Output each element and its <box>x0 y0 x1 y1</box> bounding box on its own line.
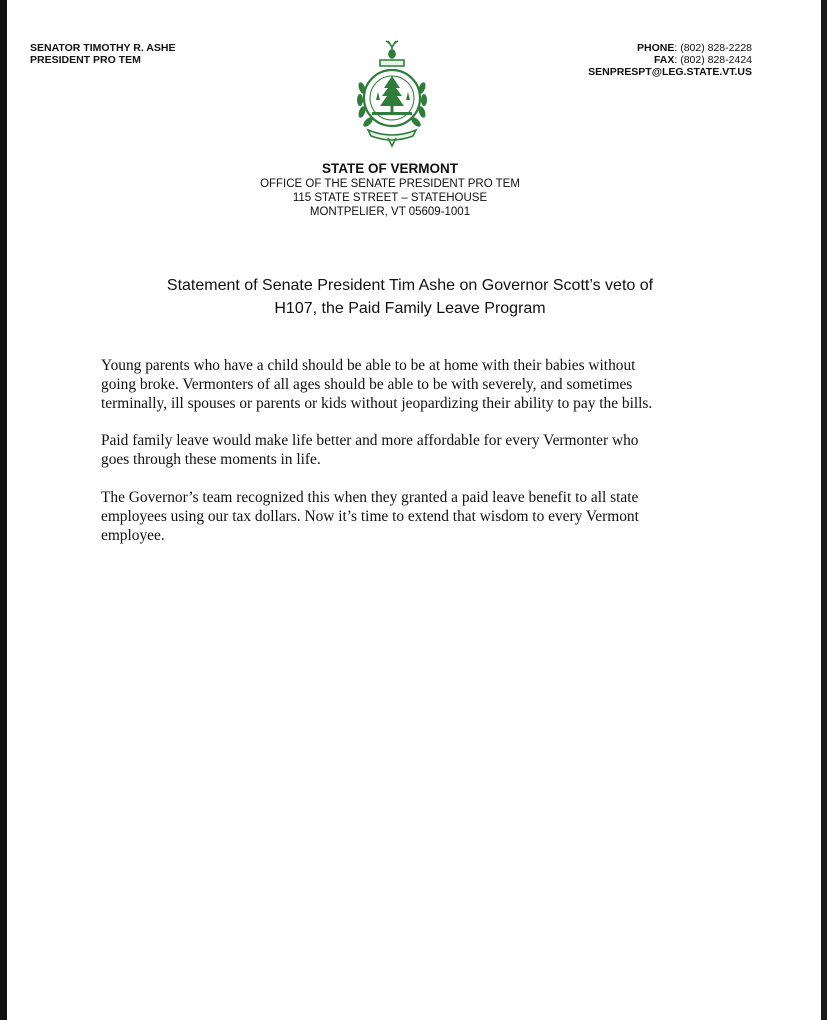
vermont-state-seal-icon <box>348 38 436 150</box>
phone-number: : (802) 828-2228 <box>674 42 752 54</box>
sender-name: SENATOR TIMOTHY R. ASHE <box>30 42 176 54</box>
street-address: 115 STATE STREET – STATEHOUSE <box>292 192 488 204</box>
fax-number: : (802) 828-2424 <box>674 54 752 66</box>
sender-title: PRESIDENT PRO TEM <box>30 54 141 66</box>
state-name: STATE OF VERMONT <box>322 161 458 176</box>
statement-title: Statement of Senate President Tim Ashe on Governor Scott’s veto of H107, the Paid Family Leave Program <box>166 277 654 317</box>
paragraph-3: The Governor’s team recognized this when they granted a paid leave benefit to all state employees using our tax dollars. Now it’s time to extend that wisdom to every Vermont employee. <box>101 489 639 544</box>
city-address: MONTPELIER, VT 05609-1001 <box>309 206 471 218</box>
email-address: SENPRESPT@LEG.STATE.VT.US <box>588 66 752 78</box>
fax-line <box>588 54 752 66</box>
letterhead-contact <box>588 42 752 78</box>
fax-label: FAX <box>653 54 675 66</box>
office-name: OFFICE OF THE SENATE PRESIDENT PRO TEM <box>260 178 520 190</box>
phone-label: PHONE <box>637 42 675 54</box>
paragraph-2: Paid family leave would make life better and more affordable for every Vermonter who goes through these moments in life. <box>101 432 639 468</box>
paragraph-1: Young parents who have a child should be able to be at home with their babies without going broke. Vermonters of all ages should be able to be with severely, and sometimes terminally, ill spouses or parents or kids without jeopardizing their ability to pay the bills. <box>101 357 653 412</box>
left-page-border <box>0 0 7 1020</box>
letterhead-sender <box>30 42 175 66</box>
right-page-border <box>821 0 827 1020</box>
phone-line <box>588 42 752 54</box>
office-address-block <box>190 161 590 219</box>
